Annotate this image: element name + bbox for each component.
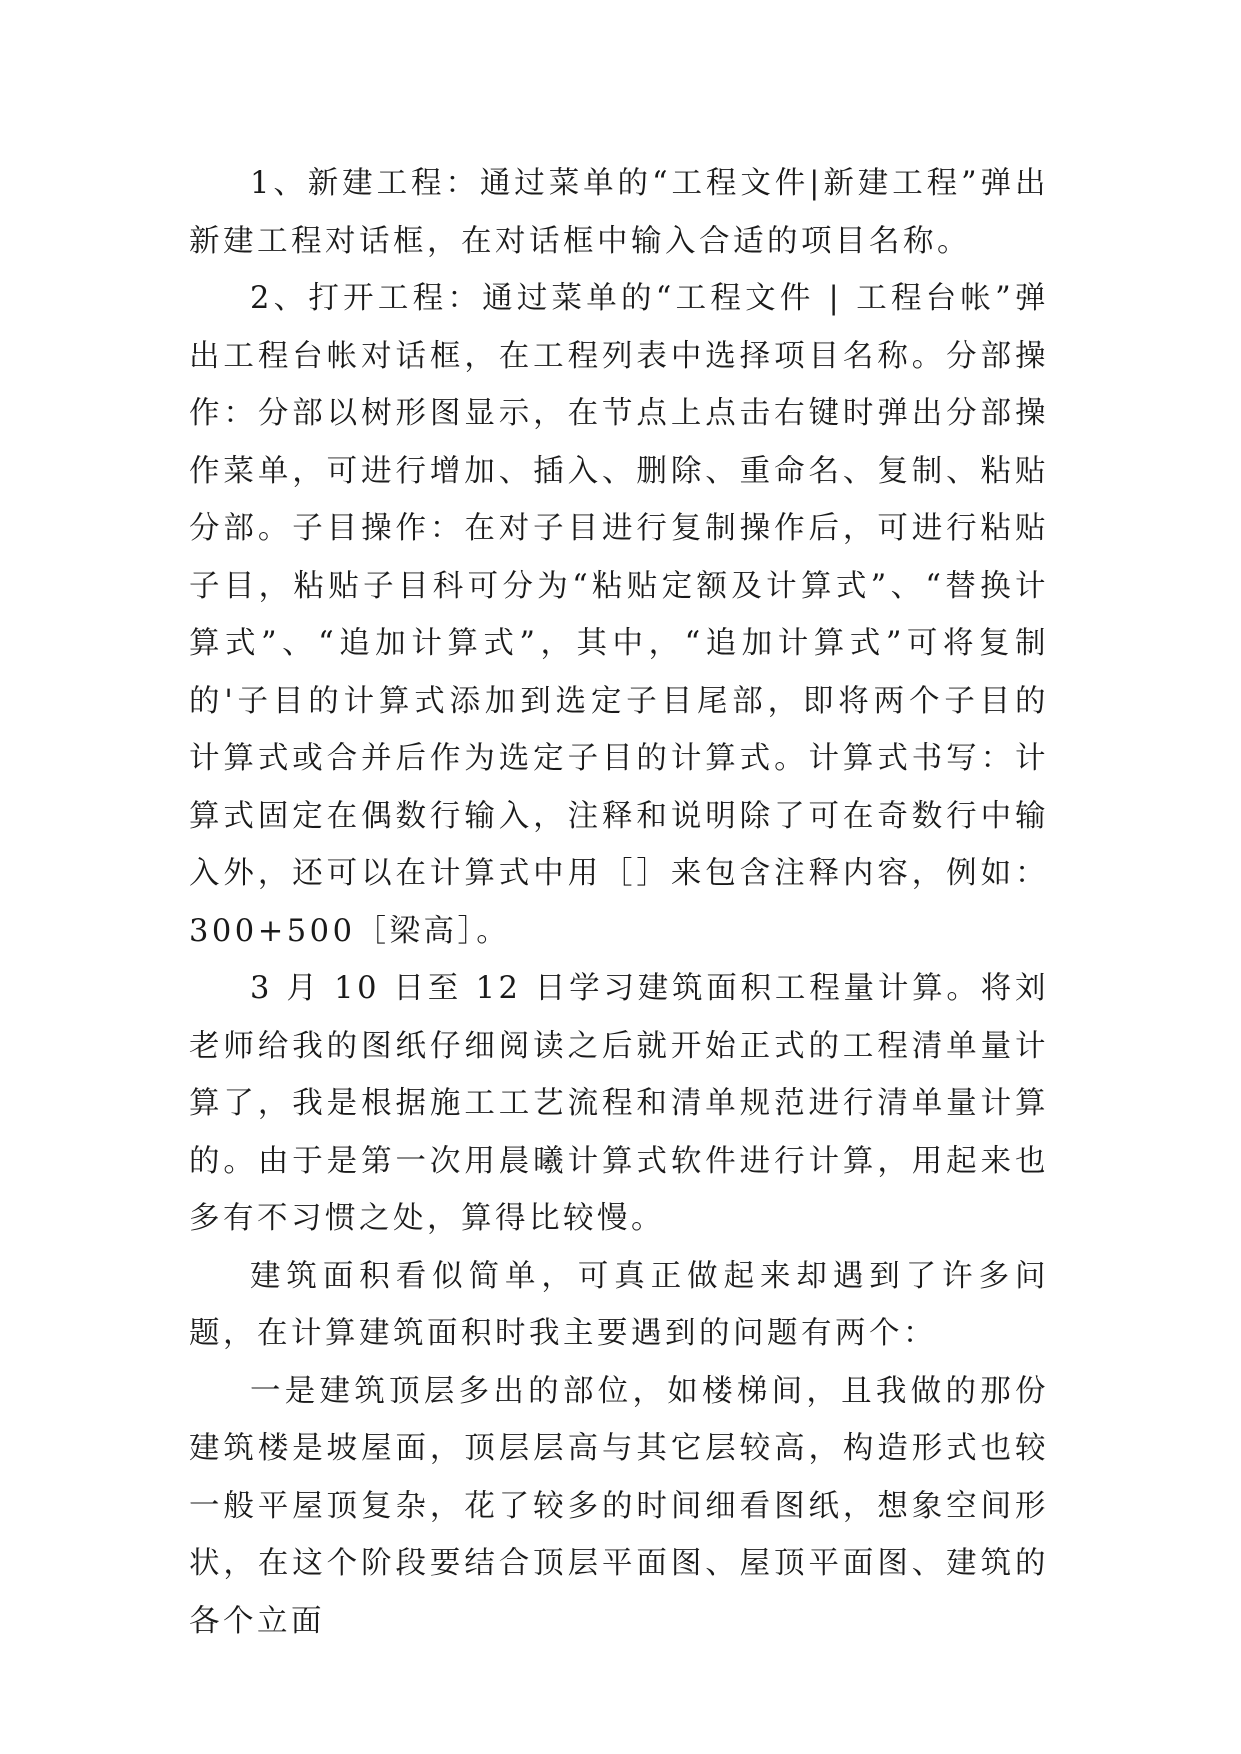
document-body (189, 155, 1049, 1650)
paragraph-problems-intro: 建筑面积看似简单，可真正做起来却遇到了许多问题，在计算建筑面积时我主要遇到的问题有两个： (189, 1258, 1049, 1351)
paragraph-new-project: 1、新建工程：通过菜单的“工程文件|新建工程”弹出新建工程对话框，在对话框中输入合适的项目名称。 (189, 166, 1049, 259)
paragraph-open-project: 2、打开工程：通过菜单的“工程文件 | 工程台帐”弹出工程台帐对话框，在工程列表中选择项目名称。分部操作：分部以树形图显示，在节点上点击右键时弹出分部操作菜单，可进行增加、插入、删除、重命名、复制、粘贴分部。子目操作：在对子目进行复制操作后，可进行粘贴子目，粘贴子目科可分为“粘贴定额及计算式”、“替换计算式”、“追加计算式”，其中，“追加计算式”可将复制的'子目的计算式添加到选定子目尾部，即将两个子目的计算式或合并后作为选定子目的计算式。计算式书写：计算式固定在偶数行输入，注释和说明除了可在奇数行中输入外，还可以在计算式中用［］来包含注释内容，例如：300+500［梁高］。 (189, 281, 1049, 949)
paragraph-problem-one: 一是建筑顶层多出的部位，如楼梯间，且我做的那份建筑楼是坡屋面，顶层层高与其它层较高，构造形式也较一般平屋顶复杂，花了较多的时间细看图纸，想象空间形状，在这个阶段要结合顶层平面图、屋顶平面图、建筑的各个立面 (189, 1373, 1049, 1639)
paragraph-study-schedule: 3 月 10 日至 12 日学习建筑面积工程量计算。将刘老师给我的图纸仔细阅读之后就开始正式的工程清单量计算了，我是根据施工工艺流程和清单规范进行清单量计算的。由于是第一次用晨曦计算式软件进行计算，用起来也多有不习惯之处，算得比较慢。 (189, 971, 1049, 1236)
